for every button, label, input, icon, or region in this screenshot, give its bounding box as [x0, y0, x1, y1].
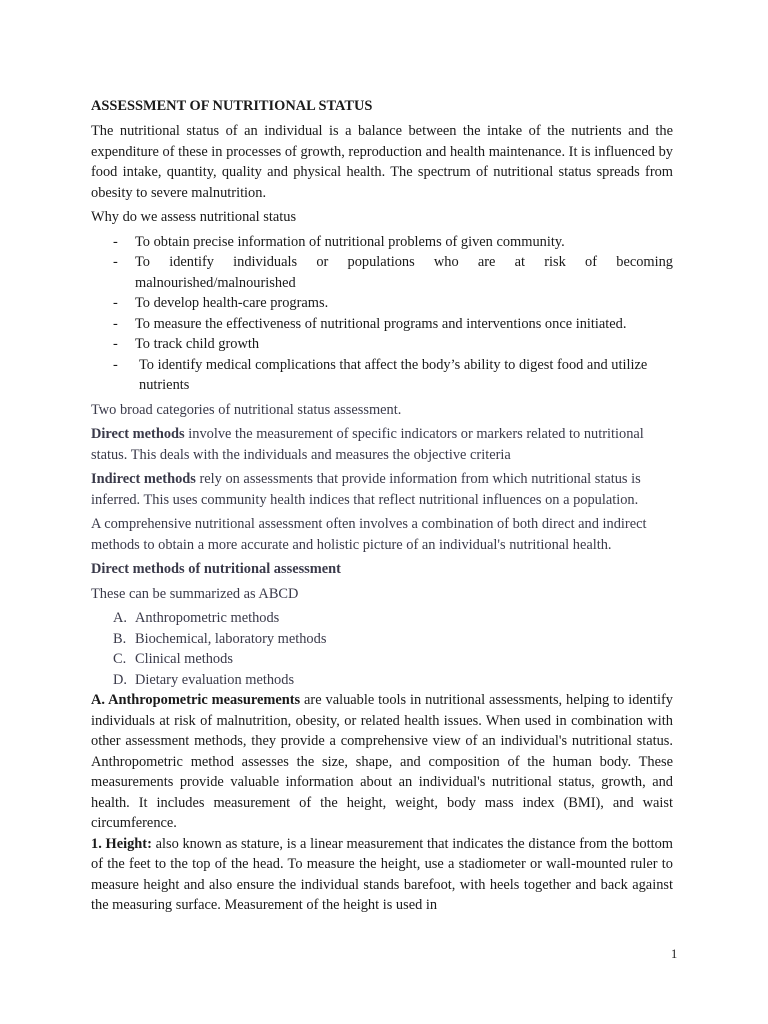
list-item-text: To measure the effectiveness of nutritional programs and interventions once initiated.	[135, 315, 627, 332]
bullet-marker: -	[113, 233, 118, 250]
anthropometric-paragraph	[91, 690, 673, 834]
list-item	[91, 355, 673, 396]
indirect-methods-text: rely on assessments that provide information from which nutritional status is inferred. This uses community health indices that reflect nutritional influences on a population.	[91, 471, 641, 508]
list-item-text: Anthropometric methods	[135, 610, 280, 626]
categories-paragraph: Two broad categories of nutritional status assessment.	[91, 401, 402, 418]
height-paragraph	[91, 834, 673, 916]
direct-methods-term: Direct methods	[91, 426, 185, 442]
list-item	[91, 314, 673, 335]
direct-methods-text: involve the measurement of specific indicators or markers related to nutritional status. This deals with the individuals and measures the objective criteria	[91, 426, 644, 463]
list-marker: D.	[113, 671, 127, 688]
document-page	[91, 96, 673, 920]
page-number: 1	[671, 947, 678, 961]
list-item-text: Clinical methods	[135, 651, 233, 667]
list-item-text: Biochemical, laboratory methods	[135, 630, 327, 647]
list-item-text: To obtain precise information of nutritional problems of given community.	[135, 233, 565, 250]
list-item-text: To develop health-care programs.	[135, 295, 329, 311]
reasons-list	[91, 232, 673, 396]
why-heading: Why do we assess nutritional status	[91, 209, 297, 225]
list-item	[91, 670, 673, 691]
list-item	[91, 293, 673, 314]
abcd-intro: These can be summarized as ABCD	[91, 585, 299, 602]
document-title: ASSESSMENT OF NUTRITIONAL STATUS	[91, 98, 373, 114]
bullet-marker: -	[113, 336, 118, 352]
list-item-text: Dietary evaluation methods	[135, 671, 295, 688]
indirect-methods-term: Indirect methods	[91, 471, 196, 487]
bullet-marker: -	[113, 356, 118, 373]
list-item	[91, 608, 673, 629]
list-item-text: To track child growth	[135, 336, 260, 352]
bullet-marker: -	[113, 254, 118, 270]
list-marker: B.	[113, 630, 127, 647]
list-item	[91, 252, 673, 293]
direct-methods-heading: Direct methods of nutritional assessment	[91, 561, 341, 577]
list-item	[91, 232, 673, 253]
list-item	[91, 629, 673, 650]
abcd-list	[91, 608, 673, 690]
height-text: also known as stature, is a linear measurement that indicates the distance from the bottom of the feet to the top of the head. To measure the height, use a stadiometer or wall-mounted ruler to measure height and also ensure the individual stands barefoot, with heels together and back against the measuring surface. Measurement of the height is used in	[91, 835, 673, 913]
list-item-text: To identify individuals or populations who are at risk of becoming malnourished/malnourished	[135, 254, 673, 291]
anthropometric-text: are valuable tools in nutritional assessments, helping to identify individuals at risk of malnutrition, obesity, or related health issues. When used in combination with other assessment methods, they provide a comprehensive view of an individual's nutritional status. Anthropometric method assesses the size, shape, and composition of the human body. These measurements provide valuable information about an individual's nutritional status, growth, and health. It includes measurement of the height, weight, body mass index (BMI), and waist circumference.	[91, 692, 673, 831]
height-term: 1. Height:	[91, 835, 152, 852]
anthropometric-term: A. Anthropometric measurements	[91, 692, 301, 708]
indirect-methods-paragraph	[91, 469, 673, 510]
list-marker: A.	[113, 610, 127, 626]
list-item-text: To identify medical complications that affect the body’s ability to digest food and utilize nutrients	[139, 356, 648, 393]
list-item	[91, 649, 673, 670]
bullet-marker: -	[113, 315, 118, 332]
direct-methods-paragraph	[91, 424, 673, 465]
comprehensive-paragraph: A comprehensive nutritional assessment often involves a combination of both direct and indirect methods to obtain a more accurate and holistic picture of an individual's nutritional health.	[91, 516, 647, 553]
intro-paragraph: The nutritional status of an individual is a balance between the intake of the nutrients and the expenditure of these in processes of growth, reproduction and health maintenance. It is influenced by food intake, quantity, quality and physical health. The spectrum of nutritional status spreads from obesity to severe malnutrition.	[91, 123, 673, 201]
list-marker: C.	[113, 651, 127, 667]
list-item	[91, 334, 673, 355]
bullet-marker: -	[113, 295, 118, 311]
